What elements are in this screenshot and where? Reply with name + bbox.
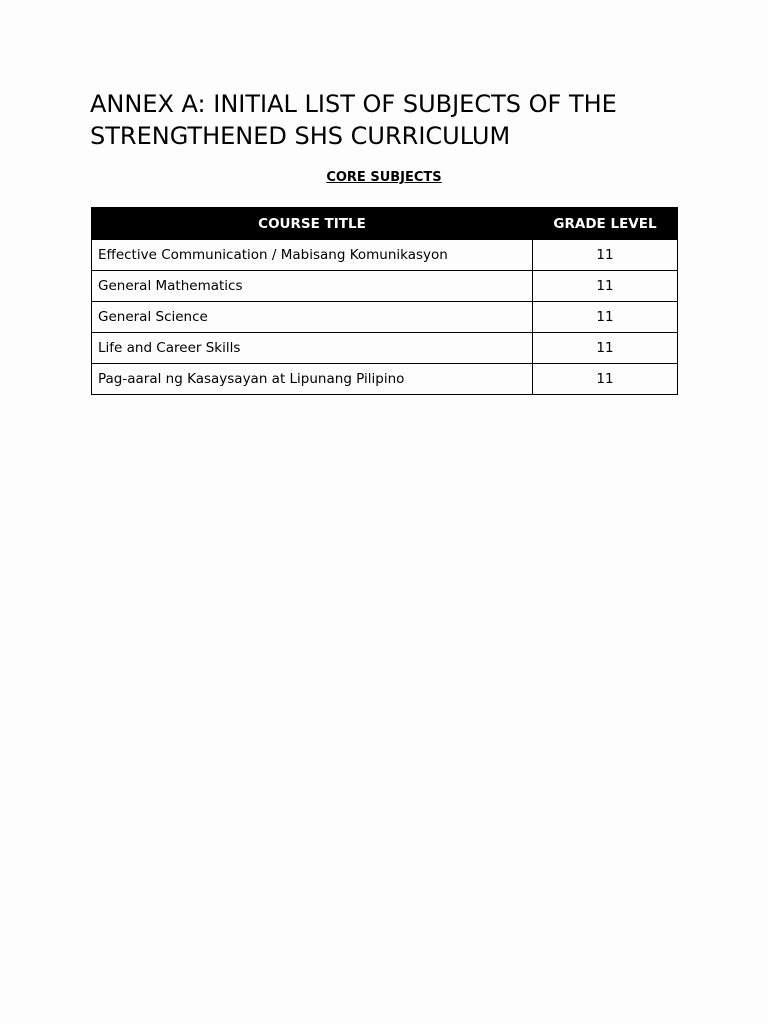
grade-level-cell: 11 — [533, 302, 678, 333]
table-row — [92, 364, 678, 395]
document-title-line-2: STRENGTHENED SHS CURRICULUM — [90, 122, 511, 150]
course-title-cell: General Science — [92, 302, 533, 333]
grade-level-cell: 11 — [533, 333, 678, 364]
column-header-course-title: COURSE TITLE — [92, 208, 533, 240]
course-title-cell: Life and Career Skills — [92, 333, 533, 364]
table-row — [92, 302, 678, 333]
course-title-cell: Pag-aaral ng Kasaysayan at Lipunang Pilipino — [92, 364, 533, 395]
table-row — [92, 271, 678, 302]
table-row — [92, 333, 678, 364]
document-title-line-1: ANNEX A: INITIAL LIST OF SUBJECTS OF THE — [90, 90, 617, 118]
course-title-cell: Effective Communication / Mabisang Komunikasyon — [92, 240, 533, 271]
section-heading-core-subjects: CORE SUBJECTS — [326, 170, 442, 185]
core-subjects-table — [91, 207, 678, 395]
column-header-grade-level: GRADE LEVEL — [533, 208, 678, 240]
course-title-cell: General Mathematics — [92, 271, 533, 302]
table-header-row — [92, 208, 678, 240]
grade-level-cell: 11 — [533, 271, 678, 302]
grade-level-cell: 11 — [533, 364, 678, 395]
grade-level-cell: 11 — [533, 240, 678, 271]
table-row — [92, 240, 678, 271]
document-title — [90, 88, 690, 152]
